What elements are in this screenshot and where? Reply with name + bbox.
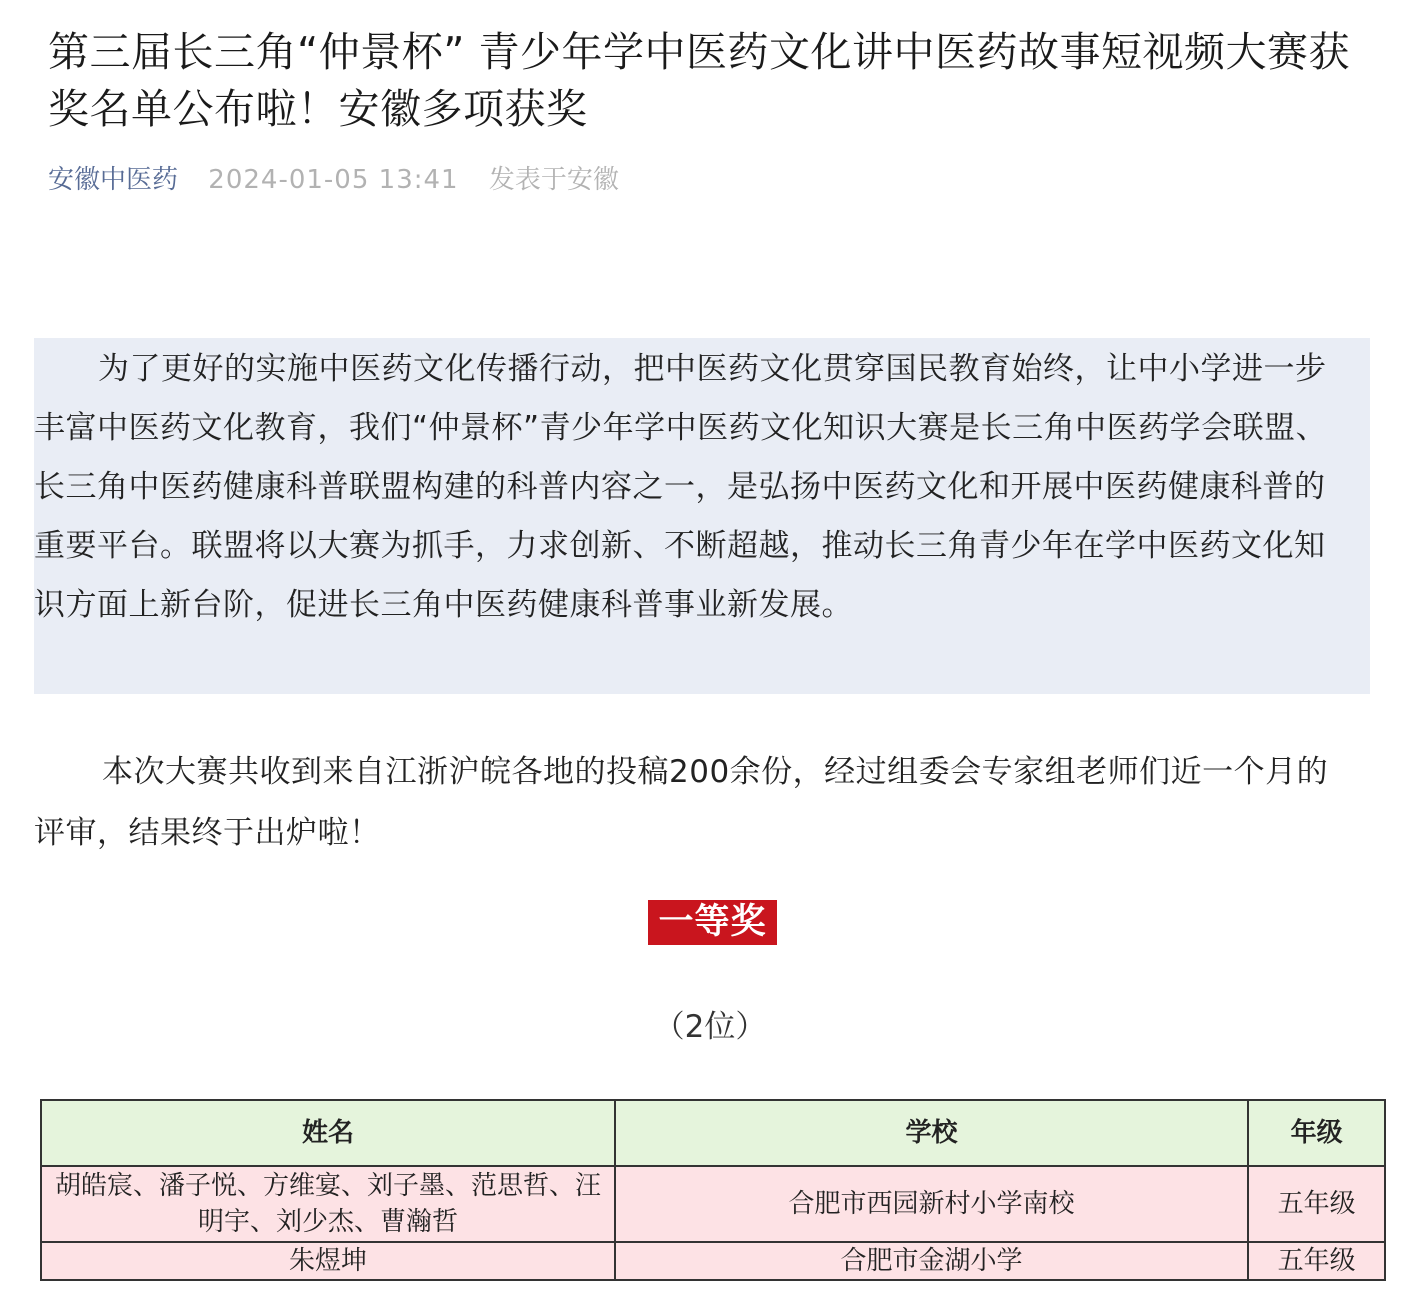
winner-names: 胡皓宸、潘子悦、方维宴、刘子墨、范思哲、汪明宇、刘少杰、曹瀚哲 [41,1166,615,1242]
body-paragraph: 本次大赛共收到来自江浙沪皖各地的投稿200余份，经过组委会专家组老师们近一个月的评审，结果终于出炉啦！ [34,754,1329,851]
table-header-row [41,1100,1385,1166]
winner-grade: 五年级 [1248,1242,1385,1280]
winners-table [40,1099,1386,1281]
author-link[interactable]: 安徽中医药 [48,165,179,195]
article-title: 第三届长三角“仲景杯” 青少年学中医药文化讲中医药故事短视频大赛获奖名单公布啦！安徽多项获奖 [48,28,1351,133]
winner-school: 合肥市金湖小学 [615,1242,1248,1280]
intro-paragraph: 为了更好的实施中医药文化传播行动，把中医药文化贯穿国民教育始终，让中小学进一步丰富中医药文化教育，我们“仲景杯”青少年学中医药文化知识大赛是长三角中医药学会联盟、长三角中医药健康科普联盟构建的科普内容之一，是弘扬中医药文化和开展中医药健康科普的重要平台。联盟将以大赛为抓手，力求创新、不断超越，推动长三角青少年在学中医药文化知识方面上新台阶，促进长三角中医药健康科普事业新发展。 [34,351,1328,623]
winner-grade: 五年级 [1248,1166,1385,1242]
article-meta [48,160,619,200]
header-school: 学校 [615,1100,1248,1166]
winner-names: 朱煜坤 [41,1242,615,1280]
winner-count: （2位） [653,1009,767,1045]
header-grade: 年级 [1248,1100,1385,1166]
first-prize-badge: 一等奖 [648,900,777,945]
table-row [41,1242,1385,1280]
publish-time: 2024-01-05 13:41 [208,165,459,195]
winner-school: 合肥市西园新村小学南校 [615,1166,1248,1242]
publish-location: 发表于安徽 [488,165,619,195]
header-name: 姓名 [41,1100,615,1166]
table-row [41,1166,1385,1242]
